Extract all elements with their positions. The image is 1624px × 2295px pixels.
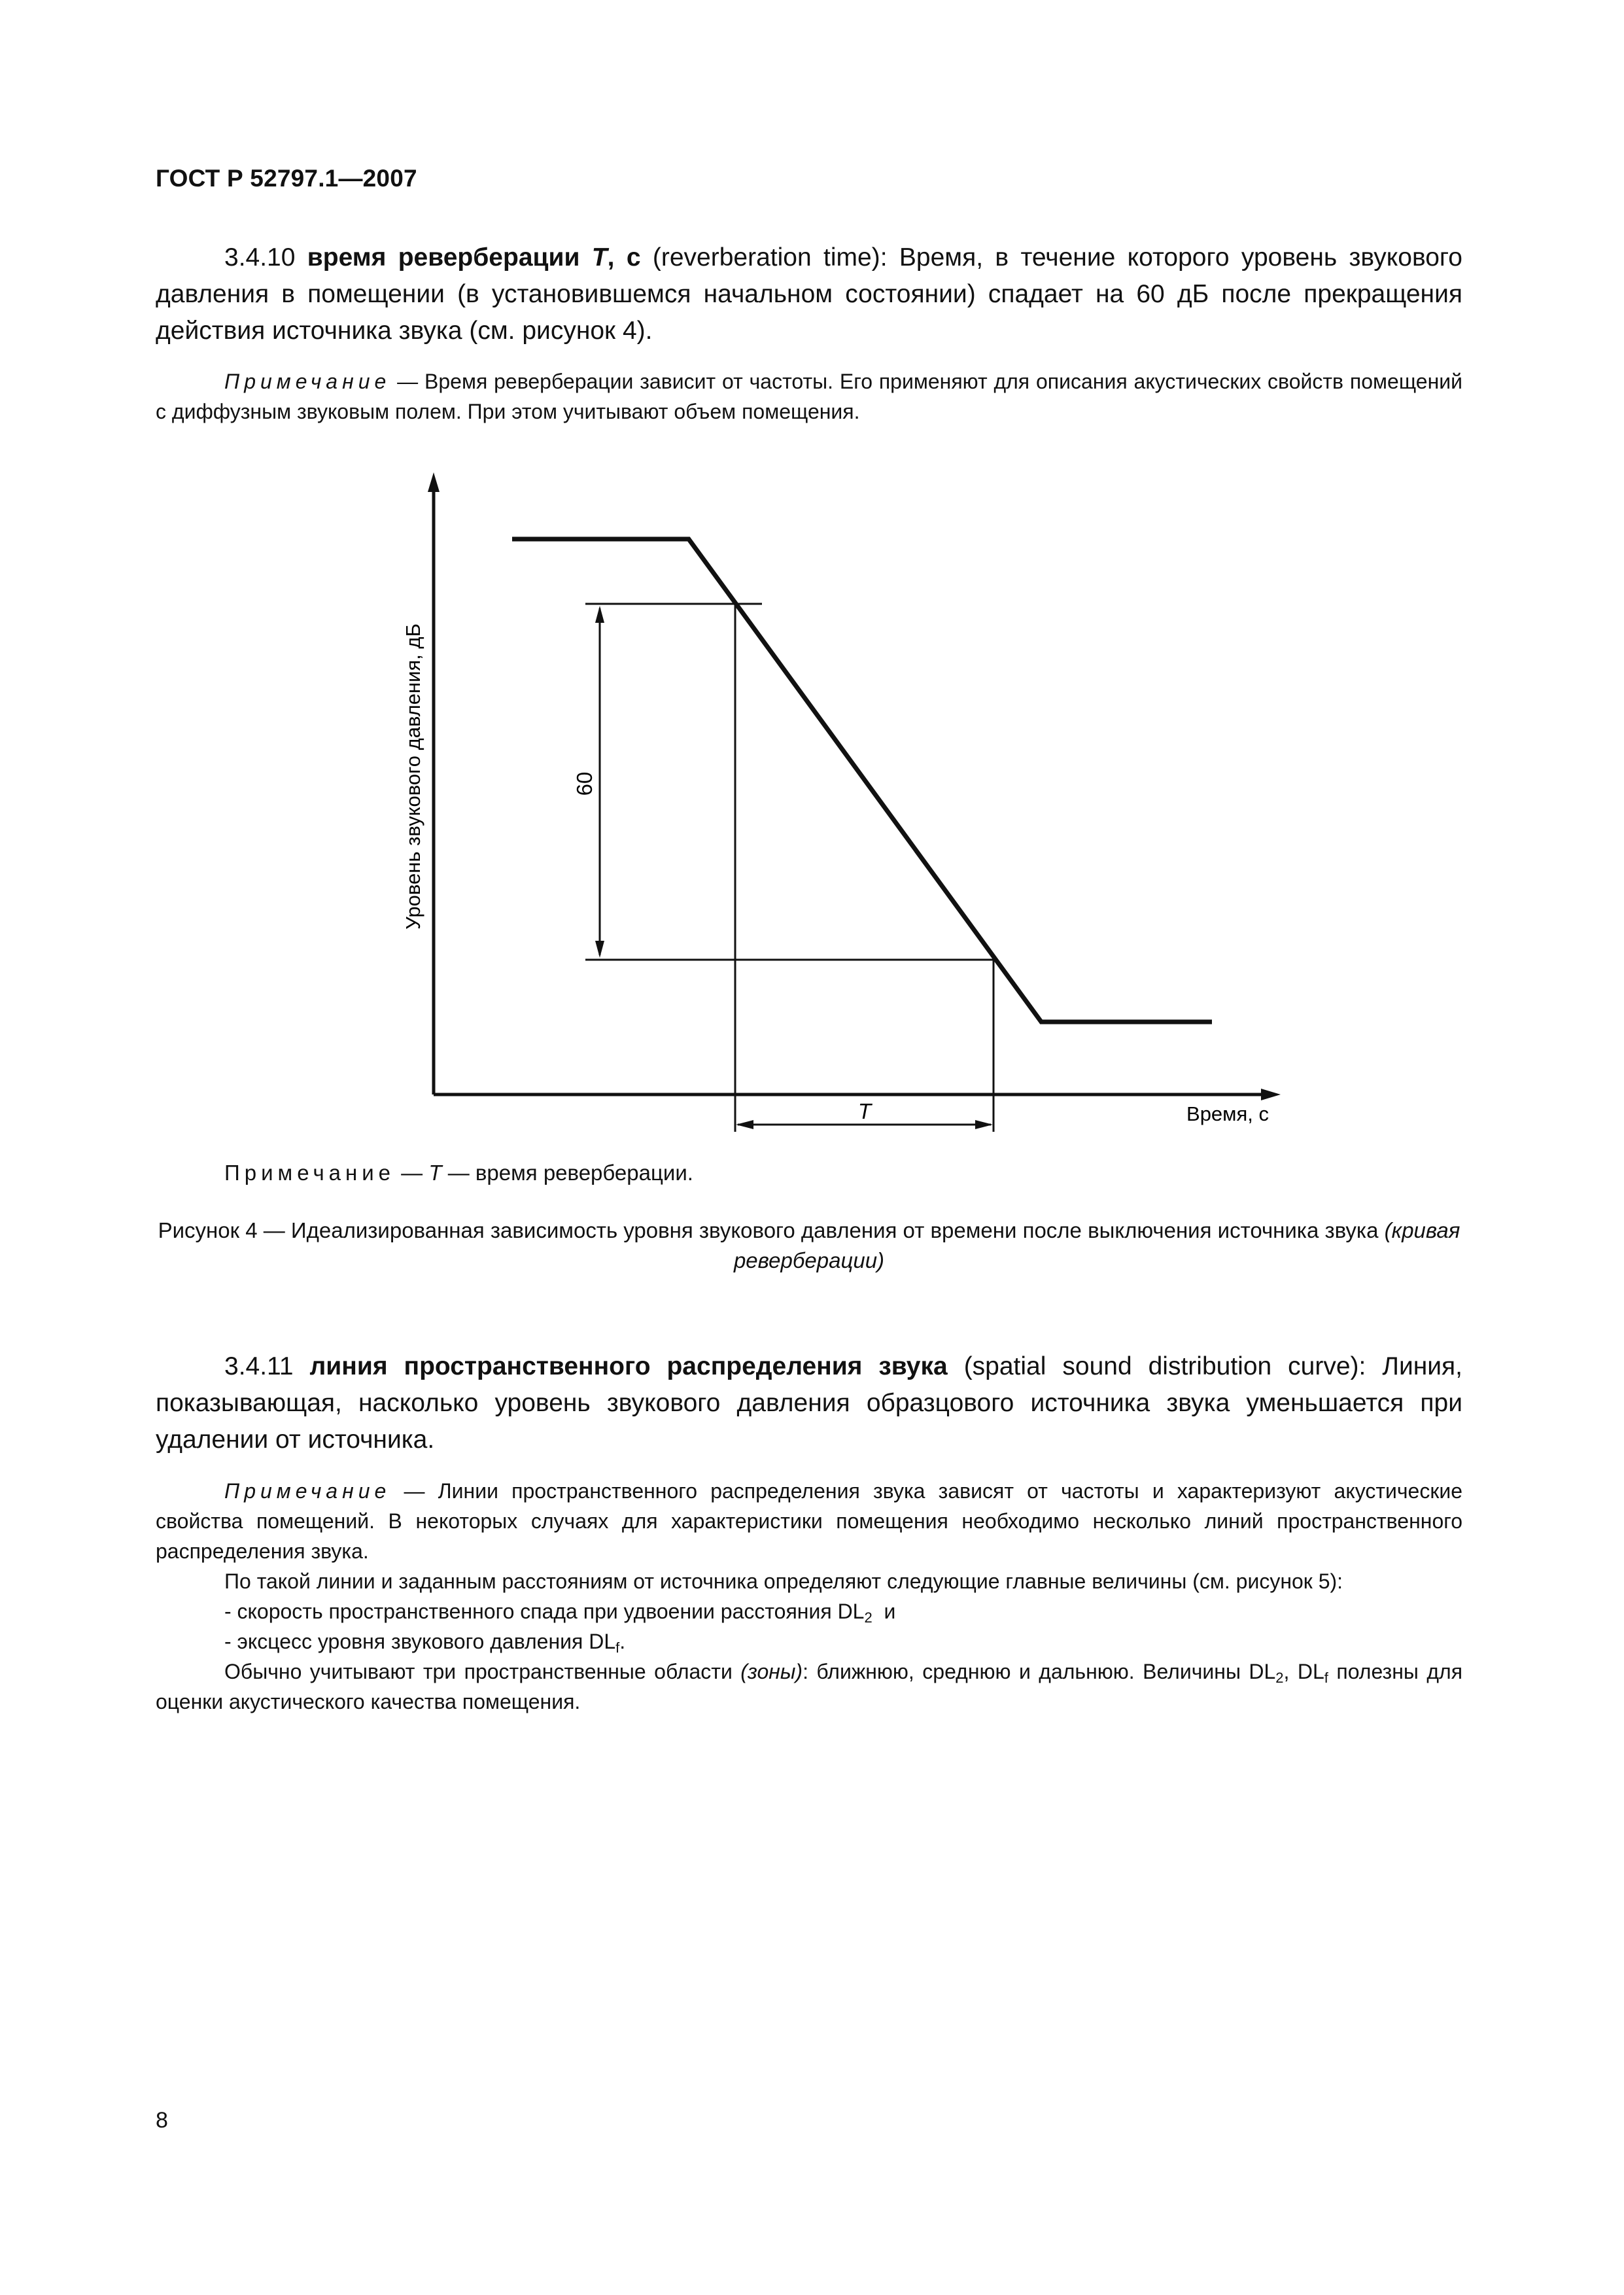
interval-label: T bbox=[857, 1099, 872, 1123]
note-text: — Линии пространственного распределения звука зависят от частоты и характеризуют акустические свойства помещений. В некоторых случаях для характеристики помещения необходимо несколько линий пространственного распределения звука. bbox=[156, 1479, 1462, 1563]
reverberation-curve bbox=[512, 539, 1212, 1022]
term-definition: : Время, в течение которого уровень звукового давления в помещении (в установившемся начальном состоянии) спадает на 60 дБ после прекращения действия источника звука (см. рисунок 4). bbox=[156, 243, 1462, 345]
list-item-2 bbox=[156, 1626, 1462, 1656]
x-axis-label: Время, с bbox=[1186, 1102, 1269, 1125]
clause-number: 3.4.10 bbox=[224, 243, 296, 272]
figure-note bbox=[224, 1161, 693, 1185]
drop-label: 60 bbox=[572, 771, 596, 796]
term-english: (reverberation time) bbox=[652, 243, 880, 272]
term: линия пространственного распределения звука bbox=[309, 1352, 948, 1380]
figure-caption bbox=[156, 1216, 1462, 1276]
drop-arrow-top bbox=[595, 606, 604, 623]
interval-arrow-right bbox=[975, 1120, 993, 1129]
list-item-1 bbox=[156, 1596, 1462, 1626]
note-label: Примечание bbox=[224, 370, 391, 393]
definition-3-4-10 bbox=[156, 239, 1462, 349]
figure-note-symbol: T bbox=[428, 1161, 442, 1185]
note-text: — Время реверберации зависит от частоты. Его применяют для описания акустических свойств помещений с диффузным звуковым полем. При этом учитывают объем помещения. bbox=[156, 370, 1462, 423]
note-3-4-11 bbox=[156, 1476, 1462, 1717]
page-number: 8 bbox=[156, 2108, 168, 2133]
list-item-1-text: - скорость пространственного спада при удвоении расстояния DL bbox=[224, 1600, 865, 1623]
term-english: (spatial sound distribution curve) bbox=[963, 1352, 1359, 1380]
list-item-2-sub: f bbox=[615, 1639, 620, 1656]
y-axis-label: Уровень звукового давления, дБ bbox=[402, 623, 424, 930]
para3-italic: (зоны) bbox=[740, 1660, 803, 1683]
para3-d: полезны для оценки акустического качества помещения. bbox=[156, 1660, 1463, 1713]
figure-note-text: — время реверберации. bbox=[441, 1161, 693, 1185]
para3-sub1: 2 bbox=[1275, 1670, 1284, 1686]
note-para-2: По такой линии и заданным расстояниям от источника определяют следующие главные величины (см. рисунок 5): bbox=[224, 1569, 1343, 1593]
figure-note-dash: — bbox=[395, 1161, 429, 1185]
list-item-2-text: - эксцесс уровня звукового давления DL bbox=[224, 1630, 616, 1653]
para3-a: Обычно учитывают три пространственные области bbox=[224, 1660, 741, 1683]
clause-number: 3.4.11 bbox=[224, 1352, 294, 1380]
list-item-1-sub: 2 bbox=[864, 1609, 872, 1626]
interval-arrow-left bbox=[736, 1120, 753, 1129]
figure-caption-italic: (кривая реверберации) bbox=[733, 1218, 1460, 1272]
para3-b: : ближнюю, среднюю и дальнюю. Величины DL bbox=[803, 1660, 1276, 1683]
figure-note-label: Примечание bbox=[224, 1161, 396, 1185]
term-symbol: T bbox=[591, 243, 608, 272]
document-code: ГОСТ Р 52797.1—2007 bbox=[156, 165, 417, 192]
list-item-1-tail: и bbox=[872, 1600, 896, 1623]
reverberation-figure bbox=[379, 464, 1295, 1138]
note-para-3 bbox=[156, 1656, 1462, 1717]
para3-c: , DL bbox=[1283, 1660, 1324, 1683]
list-item-2-tail: . bbox=[619, 1630, 626, 1653]
y-axis-arrow bbox=[428, 472, 440, 492]
definition-3-4-11 bbox=[156, 1348, 1462, 1458]
drop-arrow-bottom bbox=[595, 941, 604, 958]
para3-sub2: f bbox=[1324, 1670, 1328, 1686]
note-label: Примечание bbox=[224, 1479, 391, 1503]
term: время реверберации bbox=[307, 243, 580, 272]
term-definition: : Линия, показывающая, насколько уровень звукового давления образцового источника звука уменьшается при удалении от источника. bbox=[156, 1352, 1463, 1454]
note-3-4-10 bbox=[156, 366, 1462, 427]
x-axis-arrow bbox=[1261, 1089, 1281, 1100]
term-unit: , с bbox=[607, 243, 641, 272]
figure-caption-main: Рисунок 4 — Идеализированная зависимость уровня звукового давления от времени после выключения источника звука bbox=[158, 1218, 1385, 1242]
